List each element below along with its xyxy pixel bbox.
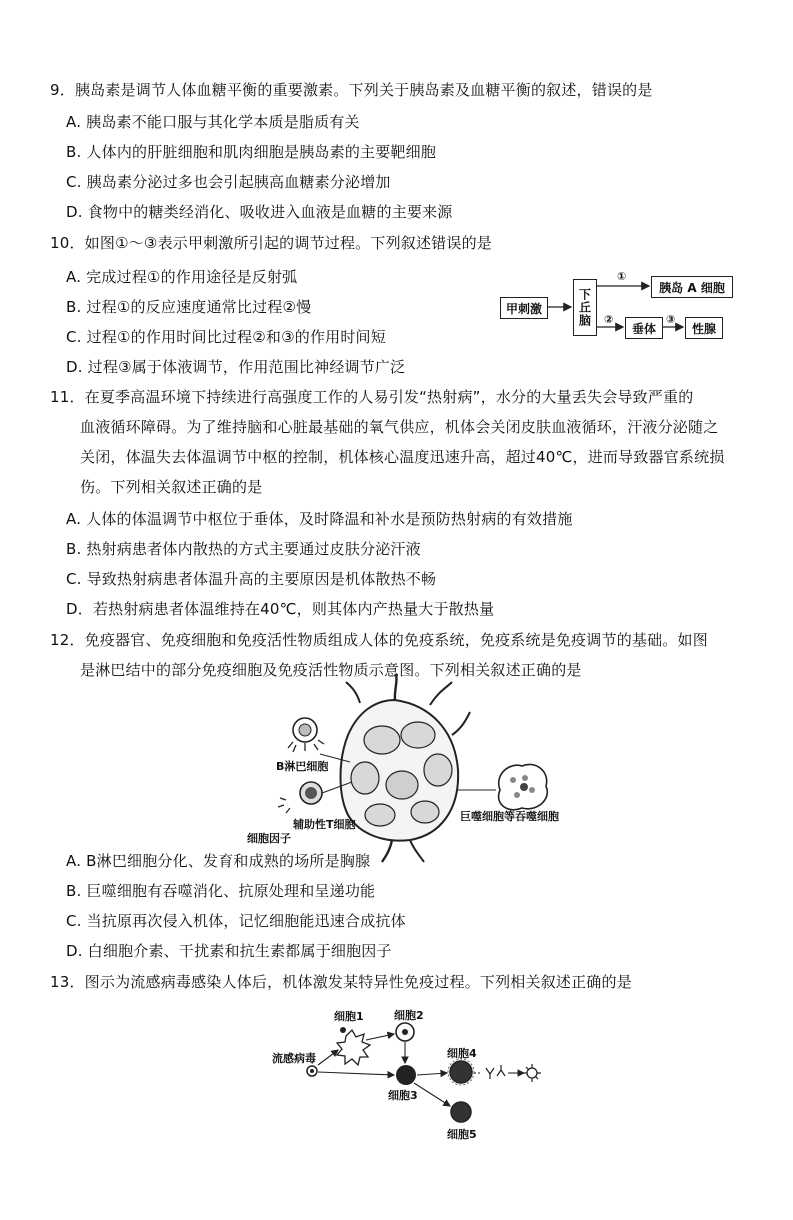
arrow-1-label: ① (617, 270, 627, 283)
q9-option-a: A. 胰岛素不能口服与其化学本质是脂质有关 (66, 113, 360, 131)
cytokine-label: 细胞因子 (247, 832, 291, 845)
hypothalamus-box: 下丘脑 (573, 279, 597, 336)
q12-option-c: C. 当抗原再次侵入机体，记忆细胞能迅速合成抗体 (66, 912, 406, 930)
cell-2-label: 细胞2 (394, 1009, 424, 1022)
cell-3-label: 细胞3 (388, 1089, 418, 1102)
q11-option-c: C. 导致热射病患者体温升高的主要原因是机体散热不畅 (66, 570, 437, 588)
q12-option-d: D. 白细胞介素、干扰素和抗生素都属于细胞因子 (66, 942, 392, 960)
q11-option-b: B. 热射病患者体内散热的方式主要通过皮肤分泌汗液 (66, 540, 421, 558)
q9-option-d: D. 食物中的糖类经消化、吸收进入血液是血糖的主要来源 (66, 203, 453, 221)
q11-stem-line-3: 关闭，体温失去体温调节中枢的控制，机体核心温度迅速升高，超过40℃，进而导致器官系统损 (80, 448, 725, 466)
stimulus-box: 甲刺激 (500, 297, 548, 319)
pituitary-box: 垂体 (625, 317, 663, 339)
cell-4-label: 细胞4 (447, 1047, 477, 1060)
q10-option-b: B. 过程①的反应速度通常比过程②慢 (66, 298, 312, 316)
q10-option-c: C. 过程①的作用时间比过程②和③的作用时间短 (66, 328, 386, 346)
q10-stem: 10．如图①～③表示甲刺激所引起的调节过程。下列叙述错误的是 (50, 234, 492, 252)
q12-stem-line-2: 是淋巴结中的部分免疫细胞及免疫活性物质示意图。下列相关叙述正确的是 (80, 661, 582, 679)
arrow-3-label: ③ (666, 313, 676, 326)
cell-5-label: 细胞5 (447, 1128, 477, 1141)
q12-option-a: A. B淋巴细胞分化、发育和成熟的场所是胸腺 (66, 852, 371, 870)
helper-t-cell-label: 辅助性T细胞 (293, 818, 356, 831)
q11-stem-line-1: 11．在夏季高温环境下持续进行高强度工作的人易引发“热射病”，水分的大量丢失会导致严重的 (50, 388, 694, 406)
q12-option-b: B. 巨噬细胞有吞噬消化、抗原处理和呈递功能 (66, 882, 376, 900)
q10-option-a: A. 完成过程①的作用途径是反射弧 (66, 268, 298, 286)
q9-stem: 9．胰岛素是调节人体血糖平衡的重要激素。下列关于胰岛素及血糖平衡的叙述，错误的是 (50, 81, 653, 99)
q11-option-d: D．若热射病患者体温维持在40℃，则其体内产热量大于散热量 (66, 600, 495, 618)
q9-option-b: B. 人体内的肝脏细胞和肌肉细胞是胰岛素的主要靶细胞 (66, 143, 437, 161)
pancreatic-a-cell-box: 胰岛 A 细胞 (651, 276, 733, 298)
virus-label: 流感病毒 (272, 1052, 316, 1065)
cell-1-label: 细胞1 (334, 1010, 364, 1023)
gonad-box: 性腺 (685, 317, 723, 339)
q13-stem: 13．图示为流感病毒感染人体后，机体激发某特异性免疫过程。下列相关叙述正确的是 (50, 973, 632, 991)
macrophage-label: 巨噬细胞等吞噬细胞 (460, 810, 559, 823)
q11-option-a: A. 人体的体温调节中枢位于垂体，及时降温和补水是预防热射病的有效措施 (66, 510, 573, 528)
b-cell-label: B淋巴细胞 (276, 760, 329, 773)
q9-option-c: C. 胰岛素分泌过多也会引起胰高血糖素分泌增加 (66, 173, 391, 191)
q12-stem-line-1: 12．免疫器官、免疫细胞和免疫活性物质组成人体的免疫系统，免疫系统是免疫调节的基础。如图 (50, 631, 708, 649)
q10-option-d: D. 过程③属于体液调节，作用范围比神经调节广泛 (66, 358, 406, 376)
q11-stem-line-2: 血液循环障碍。为了维持脑和心脏最基础的氧气供应，机体会关闭皮肤血液循环，汗液分泌随之 (80, 418, 719, 436)
arrow-2-label: ② (604, 313, 614, 326)
q11-stem-line-4: 伤。下列相关叙述正确的是 (80, 478, 263, 496)
